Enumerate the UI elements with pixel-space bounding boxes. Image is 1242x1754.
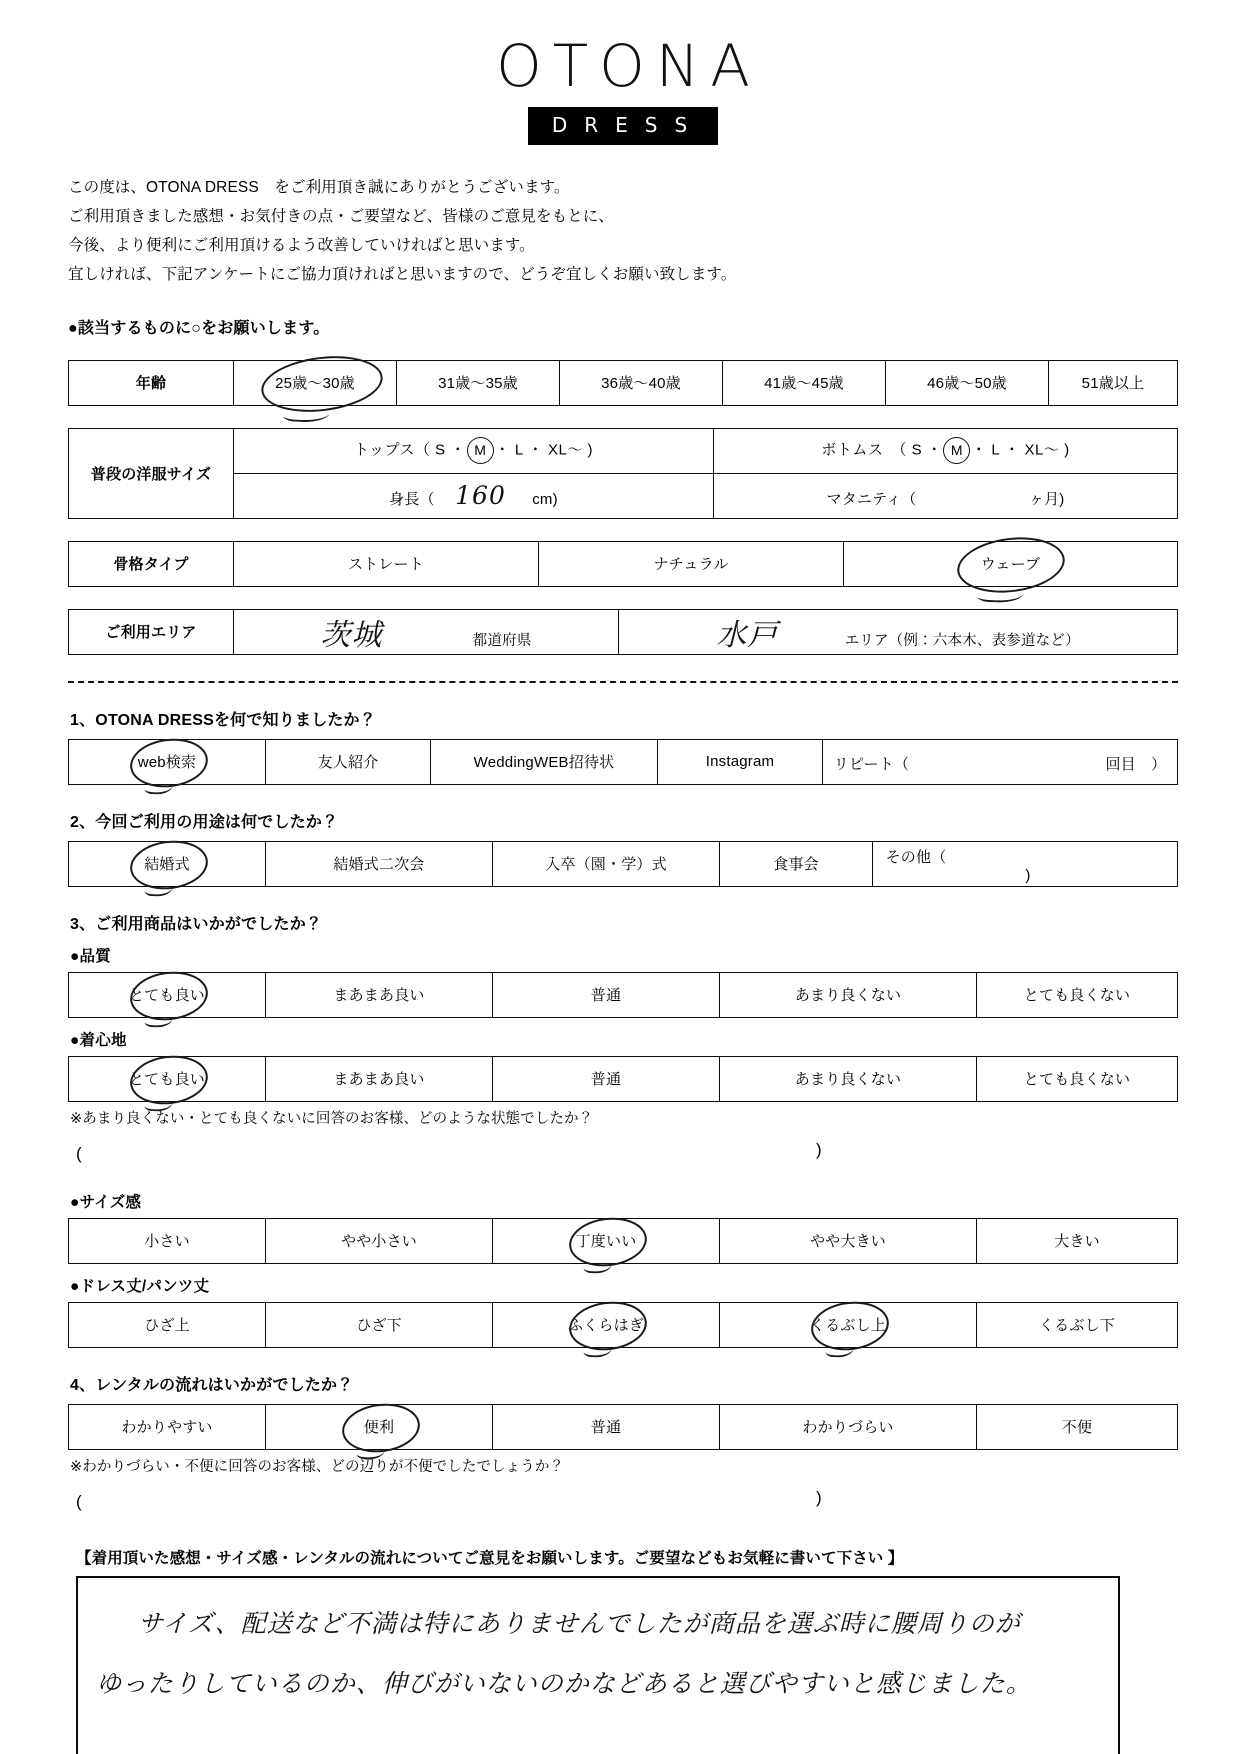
- instruction-line: ●該当するものに○をお願いします。: [68, 319, 330, 337]
- q3-length-label: ●ドレス丈/パンツ丈: [70, 1277, 210, 1295]
- table-row: [69, 1056, 1178, 1101]
- size-feel-option-0[interactable]: 小さい: [69, 1218, 266, 1263]
- length-option-2-label: ふくらはぎ: [567, 1317, 644, 1335]
- q1-option-0-label: web検索: [137, 754, 197, 772]
- q1-option-0[interactable]: [69, 739, 266, 784]
- q2-table: [68, 841, 1178, 887]
- bottoms-size-cell[interactable]: [714, 428, 1178, 473]
- intro-line-2: ご利用頂きました感想・お気付きの点・ご要望など、皆様のご意見をもとに、: [68, 207, 615, 225]
- q4-note: ※わかりづらい・不便に回答のお客様、どの辺りが不便でしたでしょうか？: [70, 1458, 565, 1475]
- q4-option-1-label: 便利: [363, 1419, 395, 1437]
- q1-repeat-suffix: 回目 ）: [1105, 755, 1167, 773]
- table-row: [69, 1404, 1178, 1449]
- q4-option-0[interactable]: わかりやすい: [69, 1404, 266, 1449]
- bottoms-suffix: ・ L ・ XL～ ): [971, 441, 1070, 459]
- intro-line-4: 宜しければ、下記アンケートにご協力頂ければと思いますので、どうぞ宜しくお願い致します。: [68, 265, 737, 283]
- q2-title: 2、今回ご利用の用途は何でしたか？: [70, 813, 339, 831]
- height-unit: cm): [532, 491, 558, 509]
- size-feel-option-3[interactable]: やや大きい: [720, 1218, 977, 1263]
- q4-option-1[interactable]: [266, 1404, 493, 1449]
- clothing-size-table: [68, 428, 1178, 519]
- q4-option-3[interactable]: わかりづらい: [720, 1404, 977, 1449]
- q3-size-feel-table: [68, 1218, 1178, 1264]
- height-label: 身長（: [389, 491, 435, 509]
- bottoms-selected-size: M: [943, 437, 970, 464]
- table-row: [69, 841, 1178, 886]
- comfort-option-3[interactable]: あまり良くない: [720, 1056, 977, 1101]
- tops-suffix: ・ L ・ XL～ ): [494, 441, 594, 459]
- q1-repeat-cell[interactable]: [823, 739, 1178, 784]
- table-row: [69, 972, 1178, 1017]
- q1-option-2[interactable]: WeddingWEB招待状: [431, 739, 658, 784]
- comment-line-1: サイズ、配送など不満は特にありませんでしたが商品を選ぶ時に腰周りのが: [138, 1608, 1021, 1638]
- comfort-option-2[interactable]: 普通: [493, 1056, 720, 1101]
- city-suffix: エリア（例：六本木、表参道など）: [844, 632, 1080, 649]
- q4-option-2[interactable]: 普通: [493, 1404, 720, 1449]
- age-option-0[interactable]: [234, 360, 397, 405]
- section-divider: [68, 681, 1178, 683]
- quality-option-2[interactable]: 普通: [493, 972, 720, 1017]
- city-value: 水戸: [716, 617, 779, 653]
- length-option-3[interactable]: [720, 1302, 977, 1347]
- quality-option-1[interactable]: まあまあ良い: [266, 972, 493, 1017]
- prefecture-value: 茨城: [320, 617, 383, 653]
- table-row: [69, 360, 1178, 405]
- age-option-3[interactable]: 41歳～45歳: [723, 360, 886, 405]
- q4-answer-open: (: [76, 1491, 82, 1511]
- q1-table: [68, 739, 1178, 785]
- table-row: [69, 473, 1178, 518]
- height-cell[interactable]: [234, 473, 714, 518]
- q2-option-0[interactable]: [69, 841, 266, 886]
- table-row: [69, 541, 1178, 586]
- table-row: [69, 1302, 1178, 1347]
- age-label: 年齢: [69, 360, 234, 405]
- table-row: [69, 609, 1178, 654]
- quality-option-0[interactable]: [69, 972, 266, 1017]
- q2-other-close: ): [1025, 867, 1031, 885]
- intro-line-1: この度は、OTONA DRESS をご利用頂き誠にありがとうございます。: [68, 178, 570, 196]
- prefecture-cell[interactable]: [234, 609, 619, 654]
- skeleton-type-table: [68, 541, 1178, 587]
- q1-option-3[interactable]: Instagram: [658, 739, 823, 784]
- comfort-option-0[interactable]: [69, 1056, 266, 1101]
- q2-other-cell[interactable]: [873, 841, 1178, 886]
- comment-line-2: ゆったりしているのか、伸びがいないのかなどあると選びやすいと感じました。: [96, 1668, 1032, 1698]
- city-cell[interactable]: [619, 609, 1178, 654]
- comfort-option-4[interactable]: とても良くない: [977, 1056, 1178, 1101]
- maternity-label: マタニティ（: [826, 491, 917, 509]
- brand-name: OTONA: [496, 32, 761, 100]
- skeleton-option-0[interactable]: ストレート: [234, 541, 539, 586]
- skeleton-option-2[interactable]: [844, 541, 1178, 586]
- clothing-size-label: 普段の洋服サイズ: [69, 428, 234, 518]
- quality-option-0-label: とても良い: [128, 987, 205, 1005]
- table-row: [69, 428, 1178, 473]
- maternity-cell[interactable]: [714, 473, 1178, 518]
- comment-heading: 【着用頂いた感想・サイズ感・レンタルの流れについてご意見をお願いします。ご要望などもお気軽に書いて下さい 】: [76, 1549, 904, 1567]
- q3-comfort-table: [68, 1056, 1178, 1102]
- q4-table: [68, 1404, 1178, 1450]
- length-option-2[interactable]: [493, 1302, 720, 1347]
- age-option-4[interactable]: 46歳～50歳: [886, 360, 1049, 405]
- intro-paragraph: [68, 173, 1178, 289]
- length-option-4[interactable]: くるぶし下: [977, 1302, 1178, 1347]
- q4-title: 4、レンタルの流れはいかがでしたか？: [70, 1376, 354, 1394]
- area-label: ご利用エリア: [69, 609, 234, 654]
- area-table: [68, 609, 1178, 655]
- q3-title: 3、ご利用商品はいかがでしたか？: [70, 915, 323, 933]
- skeleton-option-2-label: ウェーブ: [980, 556, 1041, 574]
- quality-option-3[interactable]: あまり良くない: [720, 972, 977, 1017]
- length-option-3-label: くるぶし上: [809, 1317, 886, 1335]
- brand-logo: [68, 0, 1178, 145]
- q3-quality-label: ●品質: [70, 947, 111, 965]
- q3-comfort-answer-open: (: [76, 1143, 82, 1163]
- length-option-1[interactable]: ひざ下: [266, 1302, 493, 1347]
- age-option-0-label: 25歳～30歳: [275, 375, 355, 393]
- q2-option-1[interactable]: 結婚式二次会: [266, 841, 493, 886]
- q1-title: 1、OTONA DRESSを何で知りましたか？: [70, 711, 376, 729]
- height-value: 160: [455, 481, 506, 511]
- tops-prefix: トップス（ S ・: [353, 441, 466, 459]
- size-feel-option-2[interactable]: [493, 1218, 720, 1263]
- bottoms-prefix: ボトムス （ S ・: [821, 441, 943, 459]
- comfort-option-0-label: とても良い: [128, 1071, 205, 1089]
- tops-size-cell[interactable]: [234, 428, 714, 473]
- q3-length-table: [68, 1302, 1178, 1348]
- page-content: [68, 0, 1178, 1754]
- q3-size-feel-label: ●サイズ感: [70, 1193, 142, 1211]
- q1-repeat-label: リピート（: [833, 755, 910, 773]
- q3-quality-table: [68, 972, 1178, 1018]
- age-section: [68, 360, 1178, 406]
- q3-comfort-answer-line[interactable]: [76, 1140, 1178, 1164]
- q2-other-label: その他（: [885, 849, 947, 867]
- q2-option-2[interactable]: 入卒（園・学）式: [493, 841, 720, 886]
- q3-comfort-label: ●着心地: [70, 1031, 127, 1049]
- comfort-option-1[interactable]: まあまあ良い: [266, 1056, 493, 1101]
- q2-option-3[interactable]: 食事会: [720, 841, 873, 886]
- q4-answer-close: ): [816, 1487, 822, 1507]
- age-option-1[interactable]: 31歳～35歳: [397, 360, 560, 405]
- prefecture-suffix: 都道府県: [472, 632, 532, 649]
- q3-comfort-answer-close: ): [816, 1139, 822, 1159]
- age-option-2[interactable]: 36歳～40歳: [560, 360, 723, 405]
- skeleton-type-label: 骨格タイプ: [69, 541, 234, 586]
- table-row: [69, 739, 1178, 784]
- length-option-0[interactable]: ひざ上: [69, 1302, 266, 1347]
- comment-box[interactable]: [76, 1576, 1120, 1754]
- skeleton-option-1[interactable]: ナチュラル: [539, 541, 844, 586]
- maternity-unit: ヶ月): [1028, 491, 1065, 509]
- q2-option-0-label: 結婚式: [144, 856, 190, 874]
- age-option-5[interactable]: 51歳以上: [1049, 360, 1178, 405]
- q3-comfort-note: ※あまり良くない・とても良くないに回答のお客様、どのような状態でしたか？: [70, 1110, 594, 1127]
- q4-answer-line[interactable]: [76, 1488, 1178, 1512]
- intro-line-3: 今後、より便利にご利用頂けるよう改善していければと思います。: [68, 236, 535, 254]
- q4-option-4[interactable]: 不便: [977, 1404, 1178, 1449]
- quality-option-4[interactable]: とても良くない: [977, 972, 1178, 1017]
- size-feel-option-2-label: 丁度いい: [575, 1233, 637, 1251]
- size-feel-option-4[interactable]: 大きい: [977, 1218, 1178, 1263]
- table-row: [69, 1218, 1178, 1263]
- age-table: [68, 360, 1178, 406]
- q1-option-1[interactable]: 友人紹介: [266, 739, 431, 784]
- brand-subtitle: DRESS: [528, 107, 718, 145]
- size-feel-option-1[interactable]: やや小さい: [266, 1218, 493, 1263]
- tops-selected-size: M: [467, 437, 494, 464]
